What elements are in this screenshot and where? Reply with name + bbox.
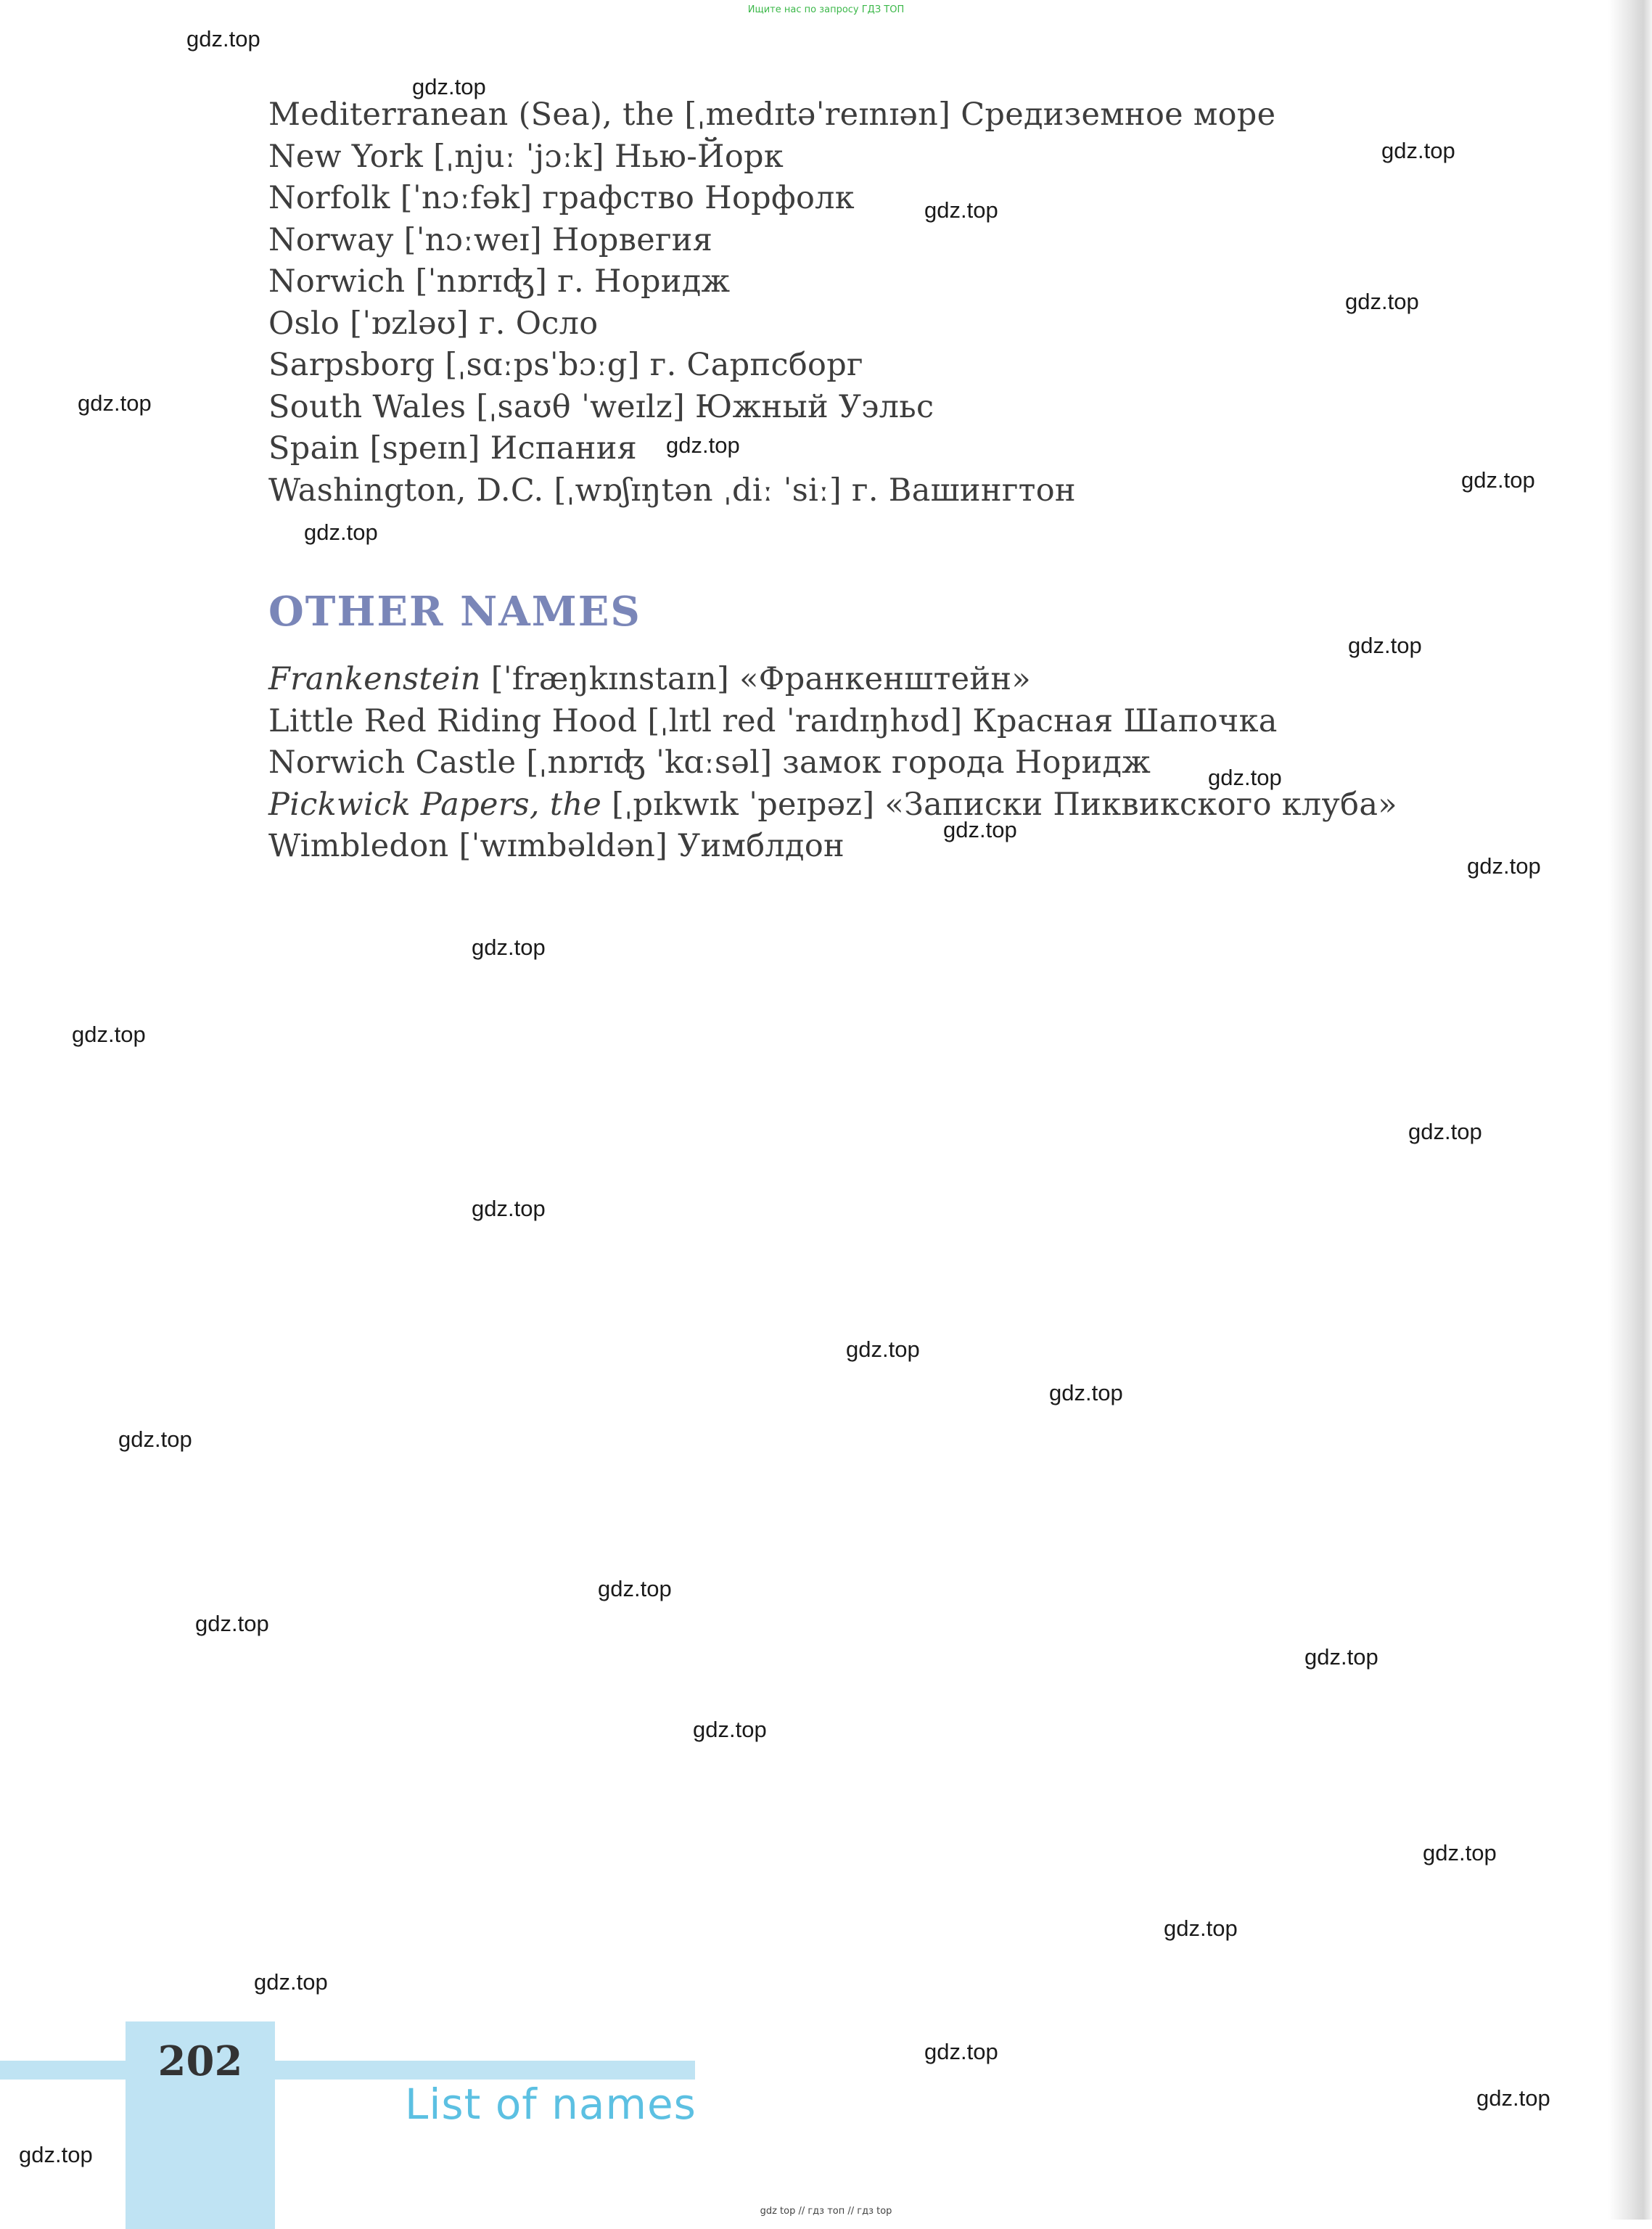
entry-name: Wimbledon [268, 828, 449, 864]
entry-translation: «Записки Пиквикского клуба» [884, 786, 1397, 823]
entry-name: Washington, D.C. [268, 472, 544, 509]
entry-transcription: [ˈnɔːfək] [400, 180, 533, 216]
entry-name: Spain [268, 430, 360, 467]
entry-transcription: [ˌsɑːpsˈbɔːg] [445, 347, 640, 383]
watermark: gdz.top [19, 2142, 93, 2167]
watermark: gdz.top [598, 1576, 672, 1601]
watermark: gdz.top [254, 1969, 328, 1995]
entry-transcription: [ˌsaʊθ ˈweɪlz] [476, 388, 686, 425]
header-note: Ищите нас по запросу ГДЗ ТОП [747, 4, 905, 15]
list-item [268, 387, 1275, 429]
place-names-list [268, 94, 1275, 512]
entry-translation: Южный Уэльс [695, 388, 934, 425]
page-number: 202 [157, 2037, 243, 2085]
watermark: gdz.top [666, 432, 740, 458]
entry-name: Sarpsborg [268, 347, 435, 383]
entry-translation: Норвегия [551, 221, 713, 258]
entry-transcription: [ˌnjuː ˈjɔːk] [433, 138, 605, 175]
entry-translation: г. Осло [478, 305, 599, 342]
list-item [268, 303, 1275, 345]
entry-translation: г. Сарпсборг [649, 347, 863, 383]
entry-name: South Wales [268, 388, 467, 425]
entry-translation: замок города Норидж [782, 744, 1151, 781]
entry-transcription: [ˈnɒrɪʤ] [415, 263, 548, 300]
entry-name: Frankenstein [268, 661, 481, 697]
watermark: gdz.top [118, 1427, 192, 1452]
list-item [268, 261, 1275, 303]
watermark: gdz.top [1304, 1644, 1378, 1670]
entry-name: Norwich [268, 263, 406, 300]
watermark: gdz.top [78, 390, 152, 416]
entry-transcription: [ˈnɔːweɪ] [403, 221, 542, 258]
entry-transcription: [ˈwɪmbəldən] [459, 828, 668, 864]
list-item [268, 659, 1397, 701]
entry-transcription: [ˌwɒʃɪŋtən ˌdiː ˈsiː] [554, 472, 842, 509]
entry-name: Norway [268, 221, 394, 258]
list-item [268, 136, 1275, 178]
watermark: gdz.top [924, 197, 998, 223]
entry-transcription: [ˌmedɪtəˈreɪnɪən] [684, 97, 951, 133]
watermark: gdz.top [186, 26, 260, 52]
footer-title: List of names [405, 2080, 696, 2129]
list-item [268, 470, 1275, 512]
entry-name: New York [268, 138, 424, 175]
watermark: gdz.top [846, 1337, 920, 1362]
entry-translation: Уимблдон [678, 828, 845, 864]
entry-transcription: [ˈfræŋkɪnstaɪn] [490, 661, 730, 697]
entry-translation: графство Норфолк [542, 180, 855, 216]
entry-name: Norwich Castle [268, 744, 517, 781]
entry-translation: г. Норидж [557, 263, 731, 300]
entry-name: Norfolk [268, 180, 390, 216]
entry-transcription: [ˈɒzləʊ] [350, 305, 469, 342]
list-item [268, 345, 1275, 387]
watermark: gdz.top [1164, 1916, 1238, 1941]
watermark: gdz.top [1049, 1380, 1123, 1405]
watermark: gdz.top [472, 1196, 546, 1221]
watermark: gdz.top [1423, 1840, 1497, 1865]
list-item [268, 178, 1275, 220]
list-item [268, 826, 1397, 868]
entry-translation: Нью-Йорк [614, 138, 784, 175]
watermark: gdz.top [472, 935, 546, 960]
list-item [268, 428, 1275, 470]
entry-translation: «Франкенштейн» [739, 661, 1031, 697]
footer-band [0, 2061, 695, 2080]
watermark: gdz.top [304, 520, 378, 545]
watermark: gdz.top [943, 817, 1017, 842]
watermark: gdz.top [1208, 765, 1282, 790]
entry-translation: Средиземное море [961, 97, 1276, 133]
entry-name: Little Red Riding Hood [268, 702, 638, 739]
entry-transcription: [speɪn] [369, 430, 480, 467]
entry-transcription: [ˌlɪtl red ˈraɪdɪŋhʊd] [647, 702, 963, 739]
list-item [268, 701, 1397, 743]
entry-transcription: [ˌpɪkwɪk ˈpeɪpəz] [612, 786, 875, 823]
entry-transcription: [ˌnɒrɪʤ ˈkɑːsəl] [526, 744, 773, 781]
entry-translation: г. Вашингтон [852, 472, 1076, 509]
entry-name: Oslo [268, 305, 340, 342]
entry-name: Pickwick Papers, the [268, 786, 602, 823]
watermark: gdz.top [72, 1022, 146, 1047]
watermark: gdz.top [1467, 853, 1541, 879]
list-item [268, 220, 1275, 262]
watermark: gdz.top [924, 2039, 998, 2064]
other-names-list [268, 659, 1397, 868]
watermark: gdz.top [1345, 289, 1419, 314]
entry-name: Mediterranean (Sea), the [268, 97, 675, 133]
section-title-other-names: OTHER NAMES [268, 588, 641, 636]
footer-note: gdz top // гдз топ // гдз top [760, 2206, 892, 2217]
entry-translation: Испания [490, 430, 638, 467]
watermark: gdz.top [412, 74, 486, 99]
page-edge-shadow [1608, 0, 1652, 2220]
entry-translation: Красная Шапочка [972, 702, 1278, 739]
watermark: gdz.top [1408, 1119, 1482, 1144]
list-item [268, 94, 1275, 136]
watermark: gdz.top [1348, 633, 1422, 658]
watermark: gdz.top [693, 1717, 767, 1742]
watermark: gdz.top [1461, 467, 1535, 493]
watermark: gdz.top [1381, 138, 1455, 163]
watermark: gdz.top [1476, 2085, 1550, 2111]
watermark: gdz.top [195, 1611, 269, 1636]
